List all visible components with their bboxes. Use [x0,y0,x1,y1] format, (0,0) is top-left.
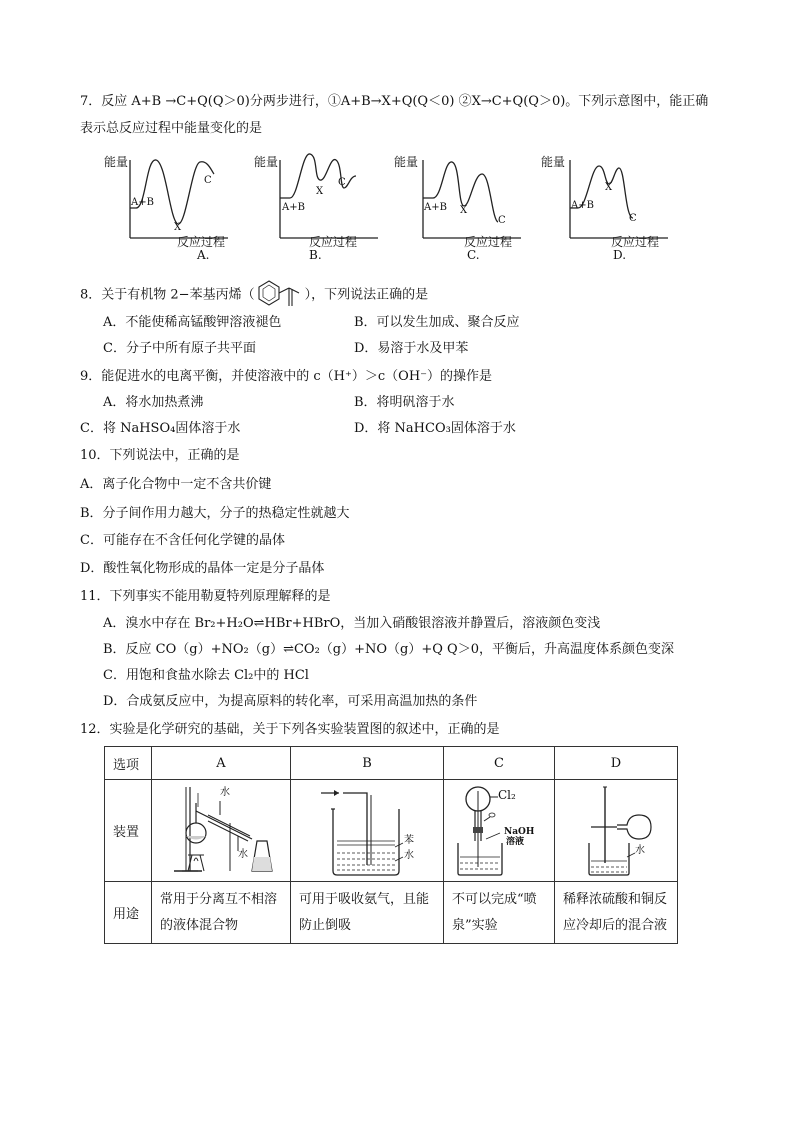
use-a [152,882,291,944]
use-b [291,882,444,944]
q8-stem [80,278,428,312]
q9-stem: 9．能促进水的电离平衡，并使溶液中的 c（H⁺）＞c（OH⁻）的操作是 [80,369,493,384]
graph-a-ab-label: A+B [131,197,154,208]
graph-c-option: C. [467,248,480,262]
q12-stem: 12．实验是化学研究的基础，关于下列各实验装置图的叙述中，正确的是 [80,722,500,737]
use-a-line1: 常用于分离互不相溶 [160,891,278,907]
graph-c-x-label: X [460,205,468,216]
graph-d-x-label: X [605,182,613,193]
q11-option-a: A．溴水中存在 Br₂+H₂O⇌HBr+HBrO，当加入硝酸银溶液并静置后，溶液颜色变浅 [103,616,601,631]
apparatus-a-cell [152,780,291,882]
apparatus-a-water-in: 水 [220,787,230,798]
apparatus-b-benzene-label: 苯 [404,835,414,846]
graph-b-ylabel: 能量 [254,155,279,169]
graph-a-ylabel: 能量 [104,155,129,169]
apparatus-table [104,746,678,944]
apparatus-d-cell [555,780,678,882]
energy-graph-b [252,150,382,265]
absorption-beaker-icon [291,781,443,881]
use-c-line2: 泉”实验 [452,917,498,933]
graph-d-xlabel: 反应过程 [611,235,660,249]
table-header-use: 用途 [105,882,152,944]
use-c [444,882,555,944]
table-row-devices [105,780,678,882]
q7-stem-line2: 表示总反应过程中能量变化的是 [80,121,263,136]
table-row-uses [105,882,678,944]
q8-option-b: B．可以发生加成、聚合反应 [354,315,520,330]
table-col-a: A [152,747,291,780]
q10-stem: 10．下列说法中，正确的是 [80,448,240,463]
use-d-line1: 稀释浓硫酸和铜反 [563,891,668,907]
q11-stem: 11．下列事实不能用勒夏特列原理解释的是 [80,589,331,604]
graph-d-ylabel: 能量 [541,155,566,169]
apparatus-b-water-label: 水 [404,850,414,861]
q10-option-c: C．可能存在不含任何化学键的晶体 [80,533,285,548]
apparatus-c-solution-label: 溶液 [506,837,525,847]
q11-option-b: B．反应 CO（g）+NO₂（g）⇌CO₂（g）+NO（g）+Q Q＞0，平衡后，升高温度体系颜色变深 [103,642,674,657]
graph-a-xlabel: 反应过程 [177,235,226,249]
q8-option-c: C．分子中所有原子共平面 [103,341,256,356]
graph-a-x-label: X [174,222,182,233]
apparatus-c-cell [444,780,555,882]
q10-option-b: B．分子间作用力越大，分子的热稳定性就越大 [80,506,350,521]
graph-d-option: D. [613,248,627,262]
graph-d-ab-label: A+B [571,200,594,211]
q7-energy-graphs [100,150,700,265]
q8-option-a: A．不能使稀高锰酸钾溶液褪色 [103,315,282,330]
graph-c-xlabel: 反应过程 [464,235,513,249]
q9-option-a: A．将水加热煮沸 [103,395,204,410]
q11-option-c: C．用饱和食盐水除去 Cl₂中的 HCl [103,668,309,683]
energy-graph-c [394,150,528,265]
q9-option-c: C．将 NaHSO₄固体溶于水 [80,421,241,436]
graph-b-c-label: C [338,177,346,188]
graph-d-c-label: C [629,213,637,224]
table-col-c: C [444,747,555,780]
graph-c-ab-label: A+B [424,202,447,213]
graph-a-option: A. [197,248,210,262]
q8-stem-part2: ），下列说法正确的是 [304,287,429,303]
table-row-options [105,747,678,780]
graph-c-ylabel: 能量 [394,155,419,169]
use-c-line1: 不可以完成“喷 [452,891,537,907]
use-b-line1: 可用于吸收氨气，且能 [299,891,430,907]
graph-a-c-label: C [204,175,212,186]
table-col-d: D [555,747,678,780]
apparatus-c-cl2-label: Cl₂ [498,788,516,802]
use-a-line2: 的液体混合物 [160,917,239,933]
q8-stem-part1: 8．关于有机物 2−苯基丙烯（ [80,287,255,303]
graph-c-c-label: C [498,215,506,226]
table-col-b: B [291,747,444,780]
graph-b-ab-label: A+B [282,202,305,213]
graph-b-option: B. [309,248,322,262]
styrene-structure-icon [255,278,305,312]
q10-option-a: A．离子化合物中一定不含共价键 [80,477,272,492]
energy-graph-a [100,150,230,265]
dilution-apparatus-icon [555,781,677,881]
graph-b-xlabel: 反应过程 [309,235,358,249]
q8-option-d: D．易溶于水及甲苯 [354,341,469,356]
use-d-line2: 应冷却后的混合液 [563,917,668,933]
q7-stem-line1: 7．反应 A+B →C+Q(Q＞0)分两步进行，①A+B→X+Q(Q＜0) ②X→C+Q(Q＞0)。下列示意图中，能正确 [80,94,709,109]
use-d [555,882,678,944]
apparatus-c-naoh-label: NaOH [504,827,535,837]
table-header-device: 装置 [105,780,152,882]
use-b-line2: 防止倒吸 [299,917,352,933]
apparatus-b-cell [291,780,444,882]
q11-option-d: D．合成氨反应中，为提高原料的转化率，可采用高温加热的条件 [103,694,478,709]
q9-option-b: B．将明矾溶于水 [354,395,455,410]
graph-b-x-label: X [316,186,324,197]
apparatus-d-water-label: 水 [635,845,645,856]
q9-option-d: D．将 NaHCO₃固体溶于水 [354,421,516,436]
energy-graph-d [543,150,673,265]
table-header-option: 选项 [105,747,152,780]
q10-option-d: D．酸性氧化物形成的晶体一定是分子晶体 [80,561,325,576]
apparatus-a-water-out: 水 [238,849,248,860]
